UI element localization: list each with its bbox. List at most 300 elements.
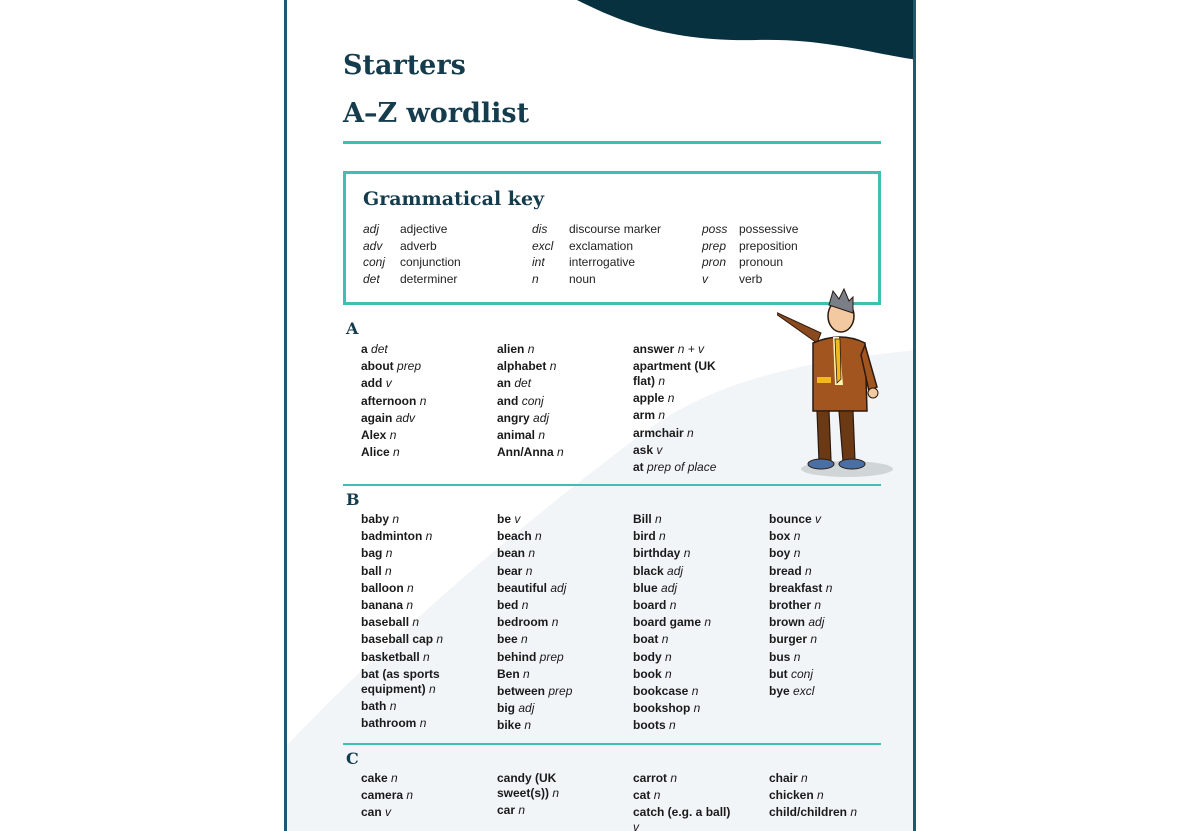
key-entry [702, 255, 798, 272]
word-entry [769, 580, 832, 597]
word-entry [361, 410, 426, 427]
word: baseball [361, 615, 410, 630]
key-column [702, 222, 798, 288]
section-letter: C [346, 749, 359, 768]
word-entry [497, 511, 572, 528]
word: child/children [769, 805, 848, 820]
word-entry [361, 614, 461, 631]
word-type: conj [521, 393, 544, 408]
word-entry [361, 375, 426, 392]
word: bedroom [497, 615, 549, 630]
word: animal [497, 428, 536, 443]
word: bird [633, 529, 656, 544]
word-type: n [535, 529, 542, 544]
word-type: n [549, 359, 557, 374]
word: box [769, 529, 791, 544]
word-entry [361, 787, 413, 804]
key-meaning: pronoun [739, 255, 784, 269]
word-type: n [817, 788, 824, 803]
word: Alex [361, 428, 387, 443]
word: bed [497, 598, 519, 613]
grammatical-key-title: Grammatical key [363, 188, 545, 210]
word: Ann/Anna [497, 445, 554, 460]
word: bat (as sports equipment) [361, 666, 440, 696]
word: afternoon [361, 393, 417, 408]
word-column [361, 341, 426, 461]
word: about [361, 359, 394, 374]
word-entry [361, 393, 426, 410]
key-column [363, 222, 461, 288]
word: an [497, 376, 512, 391]
word: candy (UK sweet(s)) [497, 771, 557, 800]
word: bike [497, 718, 522, 733]
word: again [361, 410, 393, 425]
word: bee [497, 632, 518, 647]
word: armchair [633, 425, 684, 440]
word-entry [769, 649, 832, 666]
word: birthday [633, 546, 681, 561]
word: cake [361, 771, 388, 785]
word: bread [769, 563, 802, 578]
word-entry [497, 631, 572, 648]
key-abbreviation: dis [532, 222, 548, 236]
word: body [633, 649, 662, 664]
word: book [633, 666, 662, 681]
key-abbreviation: v [702, 271, 708, 286]
word-entry [769, 787, 857, 804]
word: baseball cap [361, 632, 434, 647]
word-type: n [391, 771, 398, 785]
word-entry [633, 341, 733, 358]
word: balloon [361, 580, 404, 595]
word: blue [633, 580, 658, 595]
key-entry [702, 239, 798, 256]
word-entry [769, 545, 832, 562]
page-title: Starters [343, 50, 466, 81]
word-column [361, 770, 413, 822]
word-entry [497, 580, 572, 597]
word-entry [633, 666, 711, 683]
word-type: n [659, 529, 666, 544]
word-type: n [524, 718, 532, 733]
word-type: n [392, 512, 400, 526]
word: and [497, 393, 519, 408]
word-entry [769, 683, 832, 700]
word-column [497, 511, 572, 735]
word-type: prep of place [647, 460, 717, 475]
word-type: n [521, 598, 529, 613]
word-entry [497, 666, 572, 683]
word: cat [633, 788, 651, 803]
section-divider [343, 743, 881, 745]
word: badminton [361, 529, 423, 544]
key-entry [363, 272, 461, 289]
word-entry [361, 666, 461, 698]
word: breakfast [769, 580, 823, 595]
word-entry [769, 563, 832, 580]
word: brown [769, 615, 805, 630]
section-letter: B [346, 490, 360, 509]
word-entry [633, 563, 711, 580]
word: alphabet [497, 359, 547, 374]
word-entry [361, 698, 461, 715]
word-entry [361, 597, 461, 614]
word-entry [497, 770, 597, 802]
key-abbreviation: n [532, 271, 539, 286]
word: ball [361, 563, 382, 578]
key-meaning: determiner [400, 271, 458, 286]
word: big [497, 701, 515, 716]
word-type: n [658, 408, 666, 423]
word-entry [633, 459, 733, 476]
word: apple [633, 391, 665, 406]
word-entry [769, 614, 832, 631]
word-type: n [665, 666, 672, 681]
word-entry [497, 683, 572, 700]
word-type: adj [808, 615, 825, 630]
word-type: n [658, 374, 666, 389]
word: camera [361, 788, 404, 803]
word-type: n [521, 632, 528, 647]
word-type: n [793, 546, 801, 561]
word-type: n [691, 684, 699, 699]
word-column [633, 511, 711, 735]
word-entry [497, 597, 572, 614]
key-meaning: possessive [739, 222, 799, 236]
word-column [769, 511, 832, 700]
word-entry [361, 804, 413, 821]
key-meaning: verb [739, 271, 763, 286]
word-type: n [805, 563, 812, 578]
key-entry [363, 239, 461, 256]
word-type: v [385, 376, 392, 391]
word: a [361, 342, 368, 356]
word-type: n [389, 428, 397, 443]
key-abbreviation: adj [363, 222, 380, 236]
word-entry [497, 427, 564, 444]
key-entry [702, 222, 798, 239]
word: car [497, 803, 516, 817]
word: boots [633, 718, 666, 733]
word-type: n [551, 615, 559, 630]
key-meaning: noun [569, 271, 596, 286]
word-entry [361, 631, 461, 648]
word-entry [361, 528, 461, 545]
word: ask [633, 442, 654, 457]
word-type: n [419, 393, 427, 408]
word: bus [769, 649, 791, 664]
word-type: n [665, 649, 672, 664]
word-type: adj [533, 410, 550, 425]
key-meaning: preposition [739, 238, 798, 253]
word: burger [769, 632, 808, 647]
word: basketball [361, 649, 420, 664]
word-entry [497, 545, 572, 562]
key-abbreviation: poss [702, 222, 728, 236]
word-type: n [436, 632, 444, 647]
word-type: n [389, 698, 397, 713]
word-entry [769, 770, 857, 787]
word: angry [497, 410, 530, 425]
word-entry [497, 375, 564, 392]
word-entry [361, 715, 461, 732]
word-entry [497, 802, 597, 819]
word-entry [769, 804, 857, 821]
key-abbreviation: prep [702, 238, 727, 253]
word: bath [361, 698, 387, 713]
word-type: n [687, 425, 694, 440]
word-column [633, 770, 733, 831]
word-type: n [810, 632, 818, 647]
key-entry [532, 222, 661, 239]
word: bear [497, 563, 523, 578]
word-entry [769, 666, 832, 683]
key-entry [363, 222, 461, 239]
title-divider [343, 141, 881, 144]
wordlist-page [284, 0, 916, 831]
word-entry [633, 390, 733, 407]
word-type: v [514, 512, 521, 526]
word-type: n [523, 666, 530, 681]
word-type: prep [548, 684, 573, 699]
word-type: n [423, 649, 430, 664]
word-entry [633, 631, 711, 648]
word: but [769, 666, 788, 681]
word-type: n [669, 718, 676, 733]
word-type: adv [395, 410, 416, 425]
word-type: excl [793, 684, 815, 699]
word-type: det [371, 342, 388, 356]
word-entry [361, 545, 461, 562]
word-type: n [683, 546, 691, 561]
word-entry [361, 427, 426, 444]
word: banana [361, 598, 404, 613]
word-type: prep [397, 359, 422, 374]
word-entry [497, 614, 572, 631]
word: board [633, 598, 667, 613]
word: bookcase [633, 684, 689, 699]
word-type: det [514, 376, 532, 391]
word-entry [633, 358, 733, 390]
word: behind [497, 649, 537, 664]
word-column [361, 511, 461, 732]
word-entry [769, 631, 832, 648]
word: beautiful [497, 580, 547, 595]
word: apartment (UK flat) [633, 359, 716, 389]
word-entry [633, 717, 711, 734]
word: can [361, 805, 382, 820]
key-abbreviation: pron [702, 255, 727, 269]
key-meaning: discourse marker [569, 222, 662, 236]
word-type: n [814, 598, 822, 613]
word: board game [633, 615, 702, 630]
word: bye [769, 684, 790, 699]
word-column [497, 341, 564, 461]
word: catch (e.g. a ball) [633, 805, 731, 820]
word-column [497, 770, 597, 819]
word-entry [633, 511, 711, 528]
key-abbreviation: det [363, 271, 380, 286]
word-type: n [538, 428, 546, 443]
word-entry [633, 580, 711, 597]
word-type: n [801, 771, 808, 785]
word: answer [633, 342, 675, 356]
word-type: n [393, 445, 400, 460]
word-type: n [528, 546, 536, 561]
word-type: n [425, 529, 433, 544]
word-type: adj [550, 580, 567, 595]
word-type: n [693, 701, 701, 716]
section-letter: A [346, 319, 359, 338]
word-type: n [419, 716, 427, 731]
word-type: adj [667, 563, 684, 578]
word-entry [361, 444, 426, 461]
word: bounce [769, 512, 812, 526]
word: add [361, 376, 383, 391]
word-entry [633, 649, 711, 666]
word-entry [633, 614, 711, 631]
word-type: v [656, 442, 663, 457]
word: boy [769, 546, 791, 561]
word: baby [361, 512, 390, 526]
word-type: n [704, 615, 712, 630]
word: chair [769, 771, 798, 785]
word-entry [633, 528, 711, 545]
word-type: n [850, 805, 858, 820]
key-meaning: exclamation [569, 238, 634, 253]
key-entry [532, 272, 661, 289]
teacher-illustration [777, 283, 897, 483]
key-meaning: adjective [400, 222, 448, 236]
word-entry [769, 511, 832, 528]
key-entry [363, 255, 461, 272]
word: bookshop [633, 701, 691, 716]
word: chicken [769, 788, 814, 803]
word-type: conj [791, 666, 814, 681]
word: alien [497, 342, 525, 356]
word-entry [633, 442, 733, 459]
word-entry [633, 407, 733, 424]
word-type: adj [661, 580, 678, 595]
word: bean [497, 546, 526, 561]
word-type: n [825, 580, 833, 595]
word: be [497, 512, 512, 526]
word-type: n + v [677, 342, 705, 356]
word-entry [633, 700, 711, 717]
word-entry [633, 425, 733, 442]
word-entry [633, 787, 733, 804]
word-entry [497, 341, 564, 358]
key-abbreviation: conj [363, 255, 386, 269]
key-abbreviation: int [532, 255, 545, 269]
section-divider [343, 484, 881, 486]
key-abbreviation: excl [532, 238, 554, 253]
word-type: n [406, 788, 414, 803]
word-entry [497, 358, 564, 375]
word-type: n [385, 546, 393, 561]
word-entry [769, 528, 832, 545]
word-entry [361, 358, 426, 375]
word: bag [361, 546, 383, 561]
key-entry [532, 239, 661, 256]
word-type: n [385, 563, 392, 578]
word-entry [361, 580, 461, 597]
word-type: n [655, 512, 662, 526]
word-entry [497, 528, 572, 545]
word-entry [361, 563, 461, 580]
word-entry [633, 597, 711, 614]
word-entry [633, 545, 711, 562]
word: Bill [633, 512, 652, 526]
word-entry [497, 444, 564, 461]
word-type: n [793, 529, 801, 544]
word-entry [497, 700, 572, 717]
page-subtitle: A–Z wordlist [343, 98, 530, 129]
word-entry [361, 770, 413, 787]
word: bathroom [361, 716, 417, 731]
word-type: n [412, 615, 420, 630]
word: brother [769, 598, 811, 613]
word-type: n [667, 391, 675, 406]
word-type: adj [518, 701, 535, 716]
key-meaning: conjunction [400, 255, 461, 269]
word-type: n [653, 788, 661, 803]
word-column [633, 341, 733, 476]
word-type: n [429, 681, 436, 696]
word-entry [633, 683, 711, 700]
word: black [633, 563, 664, 578]
word-type: v [385, 805, 392, 820]
word-type: n [670, 771, 678, 785]
word-type: n [661, 632, 669, 647]
word-type: n [557, 445, 564, 460]
word-type: v [815, 512, 822, 526]
word-type: n [406, 598, 414, 613]
word-entry [497, 649, 572, 666]
word-entry [497, 717, 572, 734]
word: Alice [361, 445, 390, 460]
word-type: prep [539, 649, 564, 664]
word: Ben [497, 666, 520, 681]
word-entry [497, 393, 564, 410]
word-entry [769, 597, 832, 614]
word-type: n [518, 803, 526, 817]
word-type: n [407, 580, 414, 595]
word-type: n [793, 649, 801, 664]
word-type: v [633, 820, 639, 831]
key-column [532, 222, 661, 288]
key-abbreviation: adv [363, 238, 383, 253]
word-entry [633, 804, 733, 831]
key-meaning: adverb [400, 238, 437, 253]
word-type: n [525, 563, 533, 578]
word-column [769, 770, 857, 822]
word-entry [633, 770, 733, 787]
key-entry [532, 255, 661, 272]
word-type: n [552, 786, 560, 800]
word-entry [361, 511, 461, 528]
word-entry [361, 649, 461, 666]
word-entry [497, 563, 572, 580]
word: beach [497, 529, 532, 544]
word: arm [633, 408, 656, 423]
word-type: n [527, 342, 535, 356]
word-entry [497, 410, 564, 427]
word: carrot [633, 771, 668, 785]
word-entry [361, 341, 426, 358]
word-type: n [669, 598, 677, 613]
word: between [497, 684, 546, 699]
